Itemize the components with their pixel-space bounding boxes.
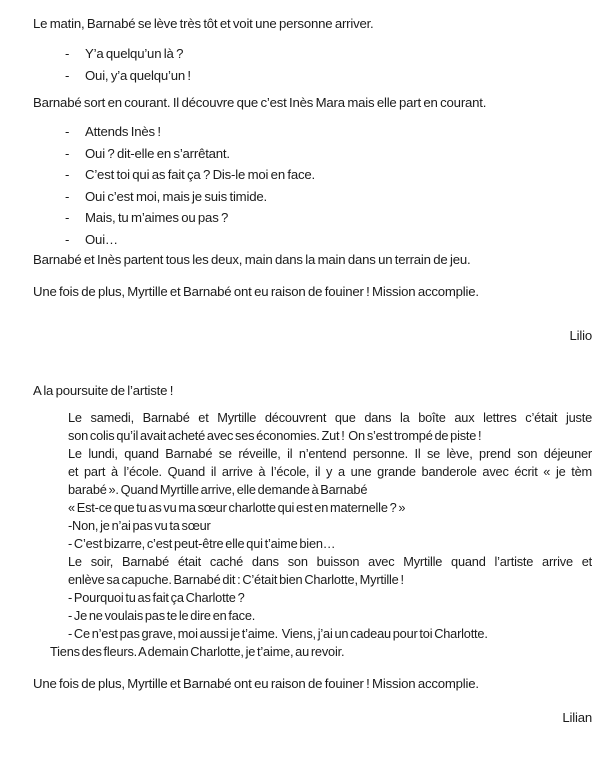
signature-lilian: Lilian	[562, 710, 592, 725]
story2-title: A la poursuite de l’artiste !	[33, 383, 174, 398]
list-item-text: Mais, tu m’aimes ou pas ?	[85, 210, 229, 225]
story2-body	[50, 409, 592, 661]
signature-lilio: Lilio	[569, 328, 592, 343]
story2-line: - Ce n’est pas grave, moi aussi je t’aime. Viens, j’ai un cadeau pour toi Charlotte.	[68, 626, 488, 641]
list-item-text: Attends Inès !	[85, 124, 161, 139]
story2-line: - C’est bizarre, c’est peut-être elle qui t’aime bien…	[68, 536, 336, 551]
list-item	[33, 65, 592, 87]
story2-line: enlève sa capuche. Barnabé dit : C’était bien Charlotte, Myrtille !	[68, 572, 404, 587]
list-item	[33, 121, 592, 143]
list-item	[33, 186, 592, 208]
list-item	[33, 207, 592, 229]
story2-line: « Est-ce que tu as vu ma sœur charlotte qui est en maternelle ? »	[68, 500, 406, 515]
bullet-dash: -	[65, 210, 70, 225]
story1-dialogue-list-2	[33, 121, 592, 250]
story2-line: son colis qu’il avait acheté avec ses économies. Zut ! On s’est trompé de piste !	[68, 428, 482, 443]
story2-line: Le lundi, quand Barnabé se réveille, il n’entend personne. Il se lève, prend son déjeuner	[68, 446, 592, 461]
bullet-dash: -	[65, 167, 70, 182]
list-item	[33, 229, 592, 251]
list-item	[33, 143, 592, 165]
story2-line: Le soir, Barnabé était caché dans son buisson avec Myrtille quand l’artiste arrive et	[68, 554, 592, 569]
list-item	[33, 164, 592, 186]
list-item-text: Oui…	[85, 231, 118, 247]
list-item-text: Oui c’est moi, mais je suis timide.	[85, 188, 267, 204]
story2-line: - Je ne voulais pas te le dire en face.	[68, 608, 256, 623]
bullet-dash: -	[65, 145, 70, 161]
list-item-text: C’est toi qui as fait ça ? Dis-le moi en face.	[85, 167, 316, 182]
story2-line: barabé ». Quand Myrtille arrive, elle demande à Barnabé	[68, 482, 368, 497]
story1-closing-paragraph: Une fois de plus, Myrtille et Barnabé ont eu raison de fouiner ! Mission accomplie.	[33, 284, 479, 299]
story2-line: Le samedi, Barnabé et Myrtille découvrent que dans la boîte aux lettres c’était juste	[68, 410, 592, 425]
story1-middle-paragraph: Barnabé sort en courant. Il découvre que c’est Inès Mara mais elle part en courant.	[33, 95, 487, 110]
list-item-text: Oui, y’a quelqu’un !	[85, 67, 191, 83]
story2-line: - Pourquoi tu as fait ça Charlotte ?	[68, 590, 245, 605]
list-item-text: Oui ? dit-elle en s’arrêtant.	[85, 145, 230, 161]
bullet-dash: -	[65, 188, 70, 204]
bullet-dash: -	[65, 231, 70, 247]
story1-ending-paragraph: Barnabé et Inès partent tous les deux, main dans la main dans un terrain de jeu.	[33, 252, 471, 267]
story1-dialogue-list-1	[33, 43, 592, 86]
story2-line: Tiens des fleurs. A demain Charlotte, je t’aime, au revoir.	[50, 644, 345, 659]
list-item	[33, 43, 592, 65]
story2-closing-paragraph: Une fois de plus, Myrtille et Barnabé ont eu raison de fouiner ! Mission accomplie.	[33, 676, 479, 691]
bullet-dash: -	[65, 67, 70, 83]
bullet-dash: -	[65, 46, 70, 61]
story2-line: -Non, je n’ai pas vu ta sœur	[68, 518, 211, 533]
list-item-text: Y’a quelqu’un là ?	[85, 46, 184, 61]
story2-line: et part à l’école. Quand il arrive à l’école, il y a une grande banderole avec écrit « je tèm	[68, 464, 592, 479]
story1-intro-paragraph: Le matin, Barnabé se lève très tôt et voit une personne arriver.	[33, 16, 374, 31]
bullet-dash: -	[65, 124, 70, 139]
